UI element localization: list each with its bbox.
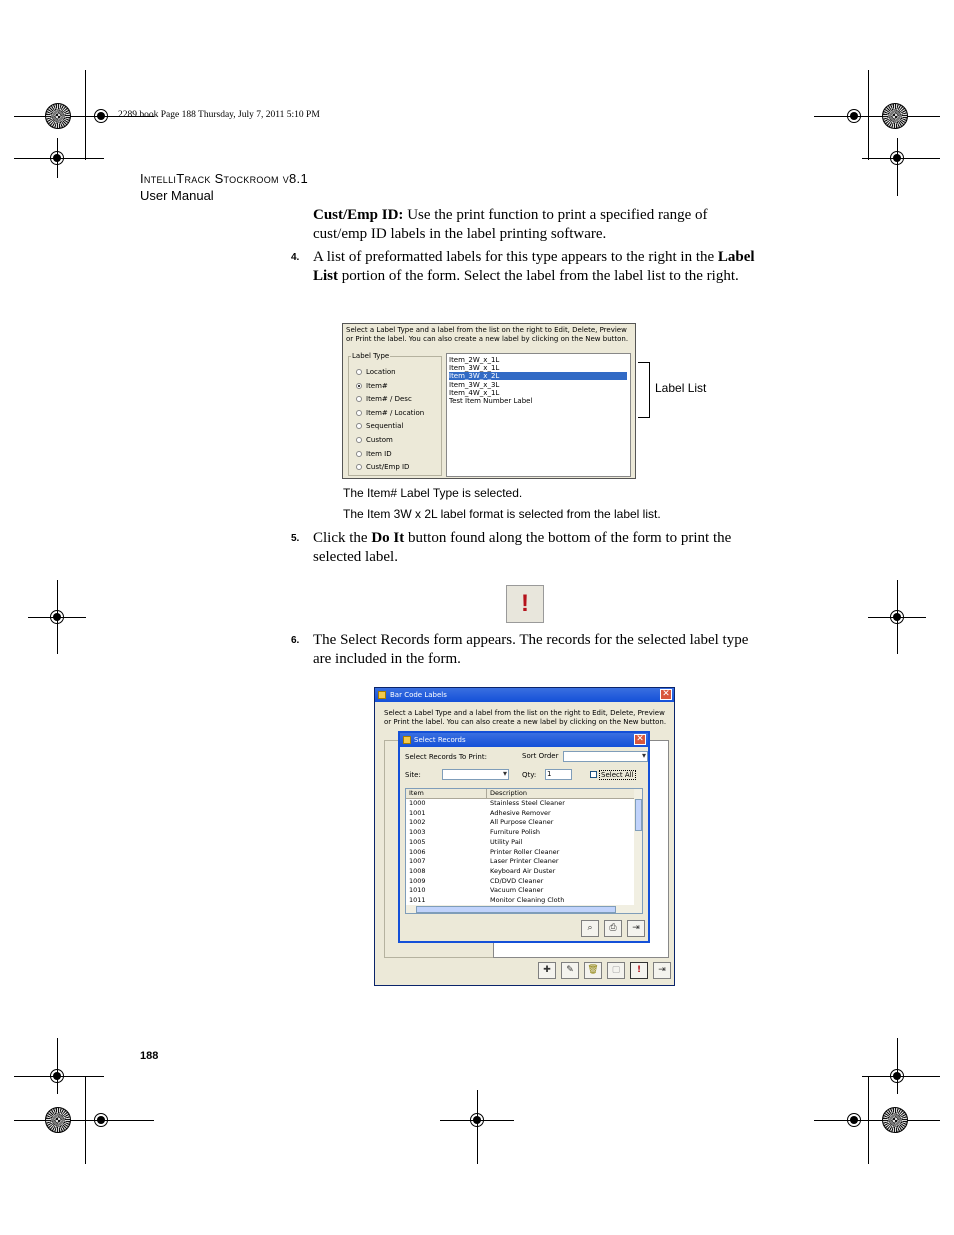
printer-icon[interactable]: ⎙ bbox=[604, 920, 622, 937]
records-table bbox=[405, 788, 643, 914]
table-header bbox=[406, 789, 634, 799]
description-cell: Monitor Cleaning Cloth bbox=[490, 896, 565, 904]
item-cell: 1011 bbox=[409, 896, 426, 904]
radio-label: Item ID bbox=[366, 449, 392, 458]
label-list[interactable] bbox=[446, 353, 631, 477]
description-cell: Keyboard Air Duster bbox=[490, 866, 556, 875]
caption-label-format: The Item 3W x 2L label format is selected from the label list. bbox=[343, 507, 661, 521]
close-icon[interactable]: ✕ bbox=[660, 689, 672, 700]
item-cell: 1008 bbox=[409, 866, 426, 875]
description-cell: All Purpose Cleaner bbox=[490, 818, 554, 827]
radio-label: Item# / Location bbox=[366, 408, 425, 417]
step5-text-b: button found along the bottom of the form to print the selected label. bbox=[313, 530, 732, 565]
group-label: Label Type bbox=[352, 352, 390, 360]
app-icon bbox=[403, 736, 411, 744]
description-cell: Laser Printer Cleaner bbox=[490, 857, 559, 866]
dialog-titlebar bbox=[400, 733, 648, 747]
crosshair-mark bbox=[50, 1069, 64, 1083]
table-row[interactable] bbox=[406, 857, 634, 866]
crop-line bbox=[477, 1090, 478, 1164]
crop-line bbox=[57, 1038, 58, 1094]
label-list-item[interactable]: Item_3W_x_3L bbox=[449, 380, 500, 389]
crosshair-mark bbox=[94, 1113, 108, 1127]
radio-label: Location bbox=[366, 368, 396, 376]
outer-title: Bar Code Labels bbox=[390, 691, 447, 699]
table-row[interactable] bbox=[406, 896, 634, 905]
select-records-dialog bbox=[398, 731, 650, 943]
label-list-item[interactable]: Test Item Number Label bbox=[449, 397, 533, 405]
qty-label: Qty: bbox=[522, 771, 537, 779]
item-cell: 1009 bbox=[409, 876, 426, 885]
crosshair-mark bbox=[470, 1113, 484, 1127]
crosshair-mark bbox=[847, 109, 861, 123]
outer-titlebar bbox=[375, 688, 674, 702]
scroll-thumb[interactable] bbox=[635, 799, 642, 831]
crop-line bbox=[85, 70, 86, 160]
crosshair-mark bbox=[890, 151, 904, 165]
page-number: 188 bbox=[140, 1050, 159, 1062]
description-cell: CD/DVD Cleaner bbox=[490, 876, 544, 885]
starburst-mark bbox=[882, 1107, 908, 1133]
label-list-item[interactable]: Item_3W_x_2L bbox=[449, 372, 627, 380]
step5-bold: Do It bbox=[371, 530, 405, 546]
starburst-mark bbox=[882, 103, 908, 129]
step4-bold: Label List bbox=[313, 249, 755, 284]
table-row[interactable] bbox=[406, 848, 634, 857]
item-cell: 1000 bbox=[409, 799, 426, 807]
item-cell: 1001 bbox=[409, 808, 426, 817]
step5-text-a: Click the bbox=[313, 530, 372, 546]
item-cell: 1003 bbox=[409, 828, 426, 837]
horizontal-scrollbar[interactable] bbox=[406, 905, 643, 914]
crop-line bbox=[868, 70, 869, 160]
select-all-checkbox[interactable] bbox=[590, 771, 597, 778]
crosshair-mark bbox=[890, 610, 904, 624]
crosshair-mark bbox=[847, 1113, 861, 1127]
do-it-button[interactable] bbox=[506, 585, 544, 623]
step-number: 5. bbox=[291, 533, 300, 544]
item-cell: 1010 bbox=[409, 886, 426, 895]
qty-input[interactable]: 1 bbox=[545, 769, 572, 780]
callout-bracket bbox=[638, 362, 650, 418]
slug-line: 2289.book Page 188 Thursday, July 7, 2011 5:10 PM bbox=[118, 110, 320, 120]
panel-instructions: Select a Label Type and a label from the list on the right to Edit, Delete, Preview or Print the label. You can also create a new label by clicking on the New button. bbox=[346, 326, 629, 343]
item-cell: 1007 bbox=[409, 857, 426, 866]
select-records-label: Select Records To Print: bbox=[405, 753, 487, 761]
site-label: Site: bbox=[405, 771, 421, 779]
table-row[interactable] bbox=[406, 799, 634, 808]
label-list-item[interactable]: Item_4W_x_1L bbox=[449, 388, 500, 397]
vertical-scrollbar[interactable] bbox=[634, 789, 643, 905]
step4-text-b: portion of the form. Select the label from the label list to the right. bbox=[338, 268, 739, 284]
crosshair-mark bbox=[50, 151, 64, 165]
radio-label: Item# bbox=[366, 381, 388, 390]
cust-emp-label: Cust/Emp ID: bbox=[313, 207, 404, 223]
crop-line bbox=[14, 1120, 154, 1121]
preview-icon[interactable]: ▢ bbox=[607, 962, 625, 979]
table-row[interactable] bbox=[406, 867, 634, 876]
label-list-item[interactable]: Item_3W_x_1L bbox=[449, 364, 500, 373]
step4-text-a: A list of preformatted labels for this type appears to the right in the bbox=[313, 249, 718, 265]
step4-paragraph bbox=[313, 248, 759, 286]
step-number: 4. bbox=[291, 252, 300, 263]
column-header-description[interactable]: Description bbox=[490, 789, 528, 797]
crop-line bbox=[814, 116, 940, 117]
description-cell: Furniture Polish bbox=[490, 828, 541, 837]
sort-order-label: Sort Order bbox=[522, 752, 559, 760]
callout-label: Label List bbox=[655, 381, 707, 395]
crosshair-mark bbox=[94, 109, 108, 123]
exit-icon[interactable]: ⇥ bbox=[627, 920, 645, 937]
app-icon bbox=[378, 691, 386, 699]
edit-icon[interactable]: ✎ bbox=[561, 962, 579, 979]
label-list-item[interactable]: Item_2W_x_1L bbox=[449, 356, 500, 364]
step5-paragraph bbox=[313, 529, 759, 567]
radio-label: Cust/Emp ID bbox=[366, 463, 410, 472]
cust-emp-text: Use the print function to print a specified range of cust/emp ID labels in the label printing software. bbox=[313, 207, 708, 242]
outer-instructions: Select a Label Type and a label from the list on the right to Edit, Delete, Preview or Print the label. You can also create a new label by clicking on the New button. bbox=[384, 709, 667, 726]
description-cell: Utility Pail bbox=[490, 837, 523, 846]
trash-icon[interactable]: 🗑 bbox=[584, 962, 602, 979]
item-cell: 1006 bbox=[409, 847, 426, 856]
radio-label: Sequential bbox=[366, 422, 404, 431]
description-cell: Vacuum Cleaner bbox=[490, 886, 544, 895]
header-title: IntelliTrack Stockroom v8.1 bbox=[140, 171, 308, 186]
header-subtitle: User Manual bbox=[140, 188, 214, 203]
step-number: 6. bbox=[291, 635, 300, 646]
radio-label: Custom bbox=[366, 436, 393, 444]
label-type-radio[interactable] bbox=[356, 437, 362, 443]
starburst-mark bbox=[45, 103, 71, 129]
dialog-title: Select Records bbox=[414, 736, 466, 744]
table-row[interactable] bbox=[406, 809, 634, 818]
table-row[interactable] bbox=[406, 828, 634, 837]
select-all-label: Select All bbox=[601, 771, 634, 779]
site-select[interactable] bbox=[442, 769, 509, 780]
radio-label: Item# / Desc bbox=[366, 395, 412, 404]
preview-icon[interactable]: ⌕ bbox=[581, 920, 599, 937]
crosshair-mark bbox=[50, 610, 64, 624]
exclamation-icon: ! bbox=[521, 590, 529, 617]
table-row[interactable] bbox=[406, 818, 634, 827]
scroll-thumb[interactable] bbox=[416, 906, 616, 913]
do-it-icon[interactable]: ! bbox=[630, 962, 648, 979]
label-type-screenshot bbox=[342, 323, 636, 479]
new-label-icon[interactable]: ✚ bbox=[538, 962, 556, 979]
table-row[interactable] bbox=[406, 877, 634, 886]
table-row[interactable] bbox=[406, 886, 634, 895]
starburst-mark bbox=[45, 1107, 71, 1133]
column-header-item[interactable]: Item bbox=[409, 789, 424, 797]
item-cell: 1005 bbox=[409, 837, 426, 846]
description-cell: Printer Roller Cleaner bbox=[490, 847, 560, 856]
sort-order-select[interactable] bbox=[563, 751, 648, 762]
table-row[interactable] bbox=[406, 838, 634, 847]
cust-emp-paragraph bbox=[313, 206, 759, 244]
label-type-radio[interactable] bbox=[356, 410, 362, 416]
item-cell: 1002 bbox=[409, 818, 426, 827]
crosshair-mark bbox=[890, 1069, 904, 1083]
exit-icon[interactable]: ⇥ bbox=[653, 962, 671, 979]
step6-paragraph: The Select Records form appears. The records for the selected label type are included in the form. bbox=[313, 632, 749, 667]
description-cell: Adhesive Remover bbox=[490, 808, 551, 817]
crop-line bbox=[897, 138, 898, 196]
caption-label-type: The Item# Label Type is selected. bbox=[343, 486, 523, 500]
crop-line bbox=[897, 1038, 898, 1094]
label-type-radio[interactable] bbox=[356, 383, 362, 389]
label-type-radio[interactable] bbox=[356, 369, 362, 375]
column-divider bbox=[486, 789, 487, 798]
description-cell: Stainless Steel Cleaner bbox=[490, 799, 565, 807]
label-type-radio[interactable] bbox=[356, 451, 362, 457]
close-icon[interactable]: ✕ bbox=[634, 734, 646, 745]
crop-line bbox=[814, 1120, 940, 1121]
